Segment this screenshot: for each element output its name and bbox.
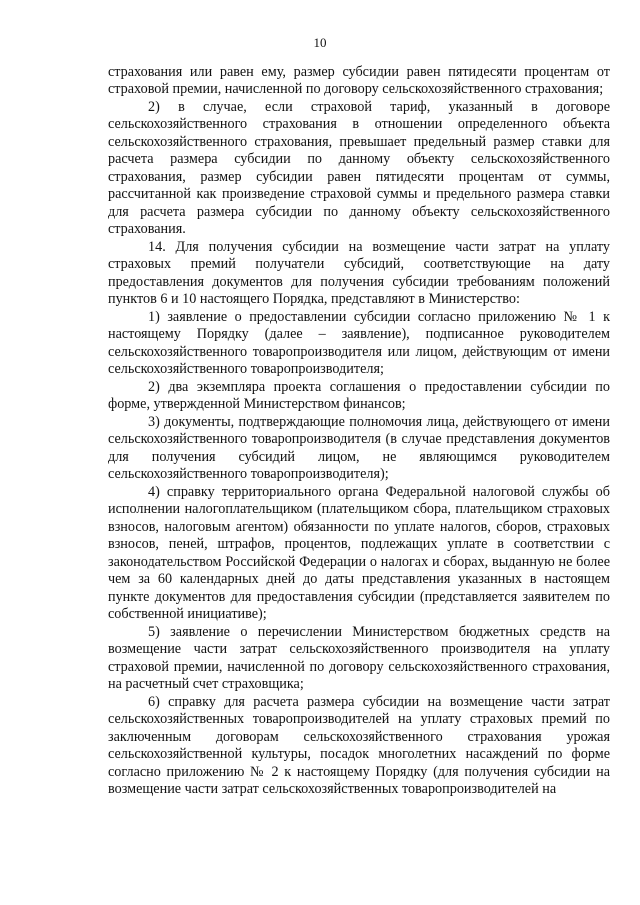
paragraph: 3) документы, подтверждающие полномочия лица, действующего от имени сельскохозяйственного товаропроизводителя (в случае представления документов для получения субсидий лицом, не являющимся руководителем сельскохозяйственного товаропроизводителя);	[108, 413, 610, 482]
body-text	[108, 64, 610, 799]
paragraph: 2) в случае, если страховой тариф, указанный в договоре сельскохозяйственного страхования в отношении определенного объекта сельскохозяйственного страхования, превышает предельный размер ставки для расчета размера субсидии по данному объекту сельскохозяйственного страхования, размер субсидии равен пятидесяти процентам от суммы, рассчитанной как произведение страховой суммы и предельного размера ставки для расчета размера субсидии по данному объекту сельскохозяйственного страхования.	[108, 98, 610, 237]
paragraph: 14. Для получения субсидии на возмещение части затрат на уплату страховых премий получатели субсидий, соответствующие на дату предоставления документов для получения субсидии требованиям положений пунктов 6 и 10 настоящего Порядка, представляют в Министерство:	[108, 238, 610, 307]
paragraph: 6) справку для расчета размера субсидии на возмещение части затрат сельскохозяйственных товаропроизводителей на уплату страховых премий по заключенным договорам сельскохозяйственного страхования урожая сельскохозяйственной культуры, посадок многолетних насаждений по форме согласно приложению № 2 к настоящему Порядку (для получения субсидии на возмещение части затрат сельскохозяйственных товаропроизводителей на	[108, 693, 610, 797]
paragraph: 1) заявление о предоставлении субсидии согласно приложению № 1 к настоящему Порядку (далее – заявление), подписанное руководителем сельскохозяйственного товаропроизводителя или лицом, действующим от имени сельскохозяйственного товаропроизводителя;	[108, 308, 610, 377]
paragraph: 5) заявление о перечислении Министерством бюджетных средств на возмещение части затрат сельскохозяйственного производителя на уплату страховой премии, начисленной по договору сельскохозяйственного страхования, на расчетный счет страховщика;	[108, 623, 610, 692]
page-number: 10	[313, 35, 327, 50]
paragraph: страхования или равен ему, размер субсидии равен пятидесяти процентам от страховой премии, начисленной по договору сельскохозяйственного страхования;	[108, 63, 610, 97]
paragraph: 4) справку территориального органа Федеральной налоговой службы об исполнении налогоплательщиком (плательщиком сбора, плательщиком страховых взносов, налоговым агентом) обязанности по уплате налогов, сборов, страховых взносов, пеней, штрафов, процентов, подлежащих уплате в соответствии с законодательством Российской Федерации о налогах и сборах, выданную не более чем за 60 календарных дней до даты представления указанных в настоящем пункте документов для предоставления субсидии (представляется заявителем по собственной инициативе);	[108, 483, 610, 622]
paragraph: 2) два экземпляра проекта соглашения о предоставлении субсидии по форме, утвержденной Министерством финансов;	[108, 378, 610, 412]
